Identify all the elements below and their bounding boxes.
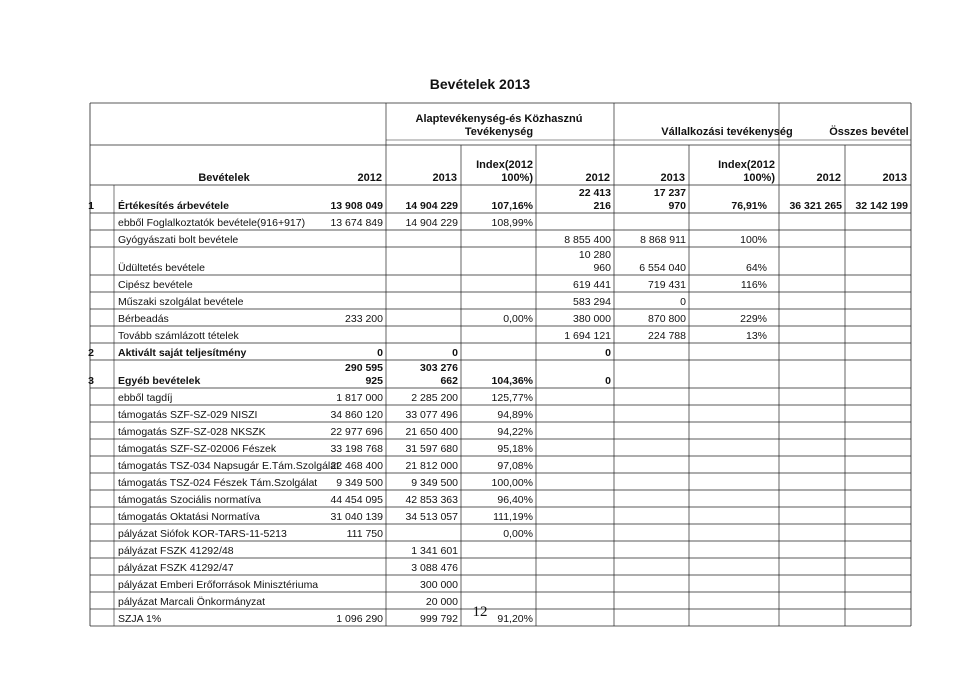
value-index-alap: 0,00%: [503, 528, 533, 540]
group-header-vallalkozasi: Vállalkozási tevékenység: [661, 126, 793, 138]
value-2012-alap: 22 977 696: [330, 426, 383, 438]
page-title: Bevételek 2013: [429, 76, 531, 92]
value-2013-alap-line1: 303 276: [420, 362, 458, 374]
value-2013-alap: 21 812 000: [405, 460, 458, 472]
value-index-vallalkozasi: 116%: [740, 279, 767, 291]
page-number: 12: [472, 604, 488, 620]
row-label: ebből tagdíj: [118, 392, 173, 404]
value-index-vallalkozasi: 76,91%: [731, 200, 767, 212]
value-2012-alap: 31 040 139: [330, 511, 383, 523]
group-header-alaptevekenyseg: Alaptevékenység-és Közhasznú: [415, 113, 583, 125]
value-2012-vallalkozasi: 583 294: [573, 296, 611, 308]
row-number: 2: [88, 347, 94, 359]
value-2013-osszes: 32 142 199: [855, 200, 908, 212]
row-label: támogatás SZF-SZ-028 NKSZK: [118, 426, 266, 438]
row-label: pályázat Siófok KOR-TARS-11-5213: [118, 528, 287, 540]
column-header-2013: 2013: [432, 172, 457, 184]
row-label: támogatás TSZ-034 Napsugár E.Tám.Szolgálat: [118, 460, 339, 472]
column-header-bevetelek: Bevételek: [198, 172, 250, 184]
value-index-alap: 95,18%: [497, 443, 533, 455]
column-header-index-line2: 100%): [743, 172, 775, 184]
value-2012-vallalkozasi-line2: 216: [593, 200, 611, 212]
value-2012-vallalkozasi-line2: 960: [593, 262, 611, 274]
value-2013-vallalkozasi: 224 788: [648, 330, 686, 342]
value-2012-vallalkozasi: 0: [605, 347, 611, 359]
value-2013-alap: 0: [452, 347, 458, 359]
value-index-alap: 97,08%: [497, 460, 533, 472]
value-index-alap: 96,40%: [497, 494, 533, 506]
column-header-2012: 2012: [357, 172, 382, 184]
value-2012-vallalkozasi: 0: [605, 375, 611, 387]
value-2012-vallalkozasi: 619 441: [573, 279, 611, 291]
value-2013-alap-line2: 662: [440, 375, 458, 387]
value-2013-vallalkozasi: 719 431: [648, 279, 686, 291]
value-2013-alap: 9 349 500: [411, 477, 458, 489]
value-2013-vallalkozasi: 6 554 040: [639, 262, 686, 274]
value-index-alap: 94,22%: [497, 426, 533, 438]
value-2012-alap: 13 674 849: [330, 217, 383, 229]
value-2013-alap: 300 000: [420, 579, 458, 591]
value-2012-alap: 1 817 000: [336, 392, 383, 404]
row-number: 3: [88, 375, 94, 387]
value-index-alap: 108,99%: [491, 217, 533, 229]
value-2013-vallalkozasi: 0: [680, 296, 686, 308]
value-2013-alap: 14 904 229: [405, 217, 458, 229]
value-2012-alap: 22 468 400: [330, 460, 383, 472]
value-2012-alap: 9 349 500: [336, 477, 383, 489]
value-2012-vallalkozasi: 380 000: [573, 313, 611, 325]
value-2012-alap: 0: [377, 347, 383, 359]
value-2013-alap: 33 077 496: [405, 409, 458, 421]
value-2013-alap: 999 792: [420, 613, 458, 625]
column-header-2013: 2013: [660, 172, 685, 184]
value-2012-alap: 233 200: [345, 313, 383, 325]
row-label: Gyógyászati bolt bevétele: [118, 234, 239, 246]
value-2013-alap: 3 088 476: [411, 562, 458, 574]
value-index-alap: 0,00%: [503, 313, 533, 325]
row-number: 1: [88, 200, 94, 212]
value-index-vallalkozasi: 229%: [740, 313, 767, 325]
value-2012-vallalkozasi: 8 855 400: [564, 234, 611, 246]
row-label: pályázat Marcali Önkormányzat: [118, 596, 266, 608]
row-label: Egyéb bevételek: [118, 375, 201, 387]
value-2013-alap: 2 285 200: [411, 392, 458, 404]
value-index-alap: 91,20%: [497, 613, 533, 625]
value-2013-alap: 1 341 601: [411, 545, 458, 557]
row-label: támogatás Oktatási Normatíva: [118, 511, 260, 523]
row-label: pályázat FSZK 41292/47: [118, 562, 234, 574]
row-label: pályázat FSZK 41292/48: [118, 545, 234, 557]
value-2013-alap: 34 513 057: [405, 511, 458, 523]
column-header-2012: 2012: [585, 172, 610, 184]
row-label: Tovább számlázott tételek: [118, 330, 239, 342]
value-2012-alap: 13 908 049: [330, 200, 383, 212]
value-2012-vallalkozasi-line1: 10 280: [578, 249, 611, 261]
value-index-alap: 107,16%: [491, 200, 533, 212]
row-label: Aktivált saját teljesítmény: [118, 347, 247, 359]
value-2012-vallalkozasi-line1: 22 413: [578, 187, 611, 199]
row-label: támogatás SZF-SZ-029 NISZI: [118, 409, 258, 421]
value-index-vallalkozasi: 100%: [740, 234, 767, 246]
value-2012-osszes: 36 321 265: [789, 200, 842, 212]
row-label: Műszaki szolgálat bevétele: [118, 296, 244, 308]
row-label: ebből Foglalkoztatók bevétele(916+917): [118, 217, 306, 229]
value-2013-vallalkozasi-line2: 970: [668, 200, 686, 212]
value-index-alap: 100,00%: [491, 477, 533, 489]
value-2013-alap: 42 853 363: [405, 494, 458, 506]
row-label: Értékesítés árbevétele: [118, 200, 229, 212]
value-2013-alap: 31 597 680: [405, 443, 458, 455]
value-2012-alap: 1 096 290: [336, 613, 383, 625]
row-label: támogatás SZF-SZ-02006 Fészek: [118, 443, 277, 455]
value-2013-alap: 21 650 400: [405, 426, 458, 438]
row-label: Cipész bevétele: [118, 279, 193, 291]
row-label: támogatás TSZ-024 Fészek Tám.Szolgálat: [118, 477, 318, 489]
value-2013-vallalkozasi: 870 800: [648, 313, 686, 325]
value-2013-alap: 20 000: [425, 596, 458, 608]
row-label: SZJA 1%: [118, 613, 162, 625]
value-2012-alap-line1: 290 595: [345, 362, 383, 374]
value-2012-alap-line2: 925: [365, 375, 383, 387]
column-header-2013: 2013: [882, 172, 907, 184]
value-index-vallalkozasi: 13%: [745, 330, 767, 342]
value-index-alap: 104,36%: [491, 375, 533, 387]
row-label: pályázat Emberi Erőforrások Minisztériuma: [118, 579, 319, 591]
value-index-alap: 94,89%: [497, 409, 533, 421]
column-header-index-line2: 100%): [501, 172, 533, 184]
row-label: Üdültetés bevétele: [118, 262, 205, 274]
column-header-index: Index(2012: [476, 159, 533, 171]
value-2012-alap: 33 198 768: [330, 443, 383, 455]
value-2012-alap: 34 860 120: [330, 409, 383, 421]
column-header-2012: 2012: [816, 172, 841, 184]
row-label: támogatás Szociális normatíva: [118, 494, 261, 506]
value-2012-alap: 44 454 095: [330, 494, 383, 506]
value-2013-vallalkozasi-line1: 17 237: [653, 187, 686, 199]
group-header-osszes: Összes bevétel: [829, 126, 909, 138]
value-2012-alap: 111 750: [346, 528, 383, 540]
column-header-index: Index(2012: [718, 159, 775, 171]
value-2013-vallalkozasi: 8 868 911: [640, 234, 686, 246]
value-2012-vallalkozasi: 1 694 121: [564, 330, 611, 342]
value-2013-alap: 14 904 229: [405, 200, 458, 212]
value-index-alap: 111,19%: [493, 511, 533, 523]
group-header-alaptevekenyseg-line2: Tevékenység: [464, 126, 534, 138]
value-index-alap: 125,77%: [491, 392, 533, 404]
row-label: Bérbeadás: [118, 313, 169, 325]
value-index-vallalkozasi: 64%: [745, 262, 767, 274]
